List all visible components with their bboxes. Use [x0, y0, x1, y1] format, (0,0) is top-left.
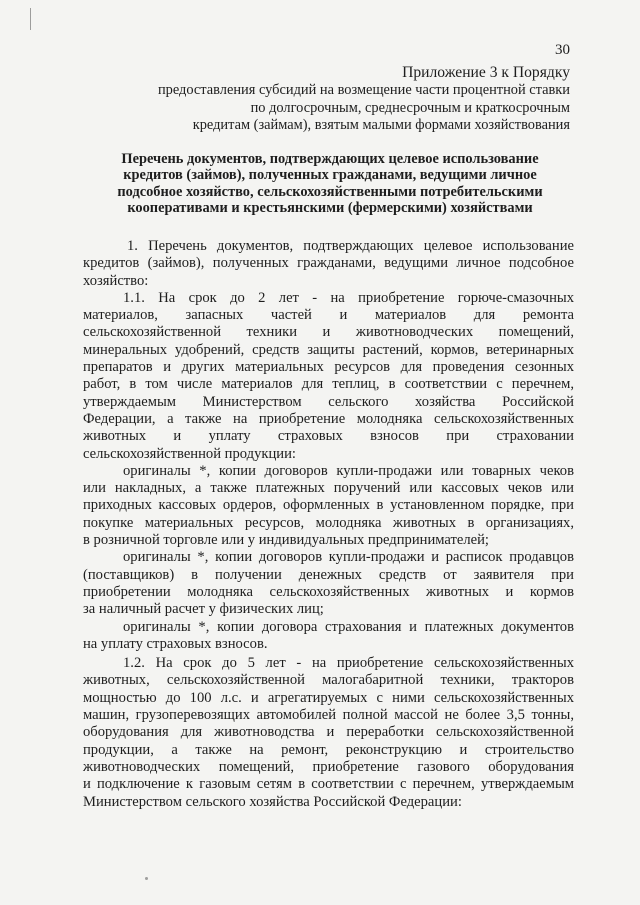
paragraph-line: минеральных удобрений, средств защиты растений, кормов, ветеринарных [83, 341, 574, 358]
paragraph-line: животных, сельскохозяйственной малогабаритной техники, тракторов [83, 672, 574, 689]
paragraph-line: кредитов (займов), полученных гражданами, ведущими личное подсобное [83, 255, 574, 272]
paragraph-line: оригиналы *, копии договоров купли-продажи и расписок продавцов [123, 549, 574, 566]
scan-artifact [145, 877, 148, 880]
paragraph-line: Федерации, а также на приобретение молодняка сельскохозяйственных [83, 410, 574, 427]
paragraph [83, 238, 574, 290]
annex-line: Приложение 3 к Порядку [402, 64, 570, 81]
title-line: Перечень документов, подтверждающих целевое использование [121, 151, 539, 167]
paragraph-line: оборудования для животноводства и переработки сельскохозяйственной [83, 724, 574, 741]
paragraph [83, 619, 574, 654]
paragraph-line: 1. Перечень документов, подтверждающих целевое использование [127, 238, 574, 254]
paragraph-line: животноводческих помещений, приобретение газового оборудования [83, 758, 574, 775]
paragraph-line: на уплату страховых взносов. [83, 635, 268, 652]
paragraph-line: материалов, запасных частей и материалов для ремонта [83, 307, 574, 324]
paragraph [83, 549, 574, 618]
paragraph-line: (поставщиков) в получении денежных средств от заявителя при [83, 566, 574, 583]
document-title [90, 151, 570, 217]
paragraph-line: оригиналы *, копии договоров купли-продажи или товарных чеков [123, 462, 574, 479]
paragraph-line: за наличный расчет у физических лиц; [83, 601, 324, 618]
paragraph-line: в розничной торговле или у индивидуальных предпринимателей; [83, 532, 489, 549]
annex-header [130, 64, 570, 135]
title-line: кооперативами и крестьянскими (фермерскими) хозяйствами [127, 200, 533, 217]
paragraph [83, 463, 574, 549]
paragraph-line: мощностью до 100 л.с. и агрегатируемых с ними сельскохозяйственных [83, 689, 574, 706]
page-number: 30 [555, 42, 570, 58]
paragraph-line: покупке материальных ресурсов, молодняка животных в организациях, [83, 514, 574, 531]
paragraph-line: и подключение к газовым сетям в соответствии с перечнем, утверждаемым [83, 776, 574, 793]
annex-line: кредитам (займам), взятым малыми формами хозяйствования [192, 117, 570, 134]
paragraph-line: приобретении молодняка сельскохозяйственных животных и кормов [83, 583, 574, 600]
paragraph-line: Министерством сельского хозяйства Российской Федерации: [83, 793, 462, 810]
paragraph-line: 1.2. На срок до 5 лет - на приобретение сельскохозяйственных [123, 655, 574, 672]
paragraph-line: препаратов и других материальных ресурсов для проведения сезонных [83, 359, 574, 376]
paragraph-line: продукции, а также на ремонт, реконструкцию и строительство [83, 741, 574, 758]
paragraph-line: машин, грузоперевозящих автомобилей полной массой не более 3,5 тонны, [83, 707, 574, 724]
paragraph-line: приходных кассовых ордеров, оформленных в установленном порядке, при [83, 497, 574, 514]
paragraph-line: 1.1. На срок до 2 лет - на приобретение горюче-смазочных [123, 289, 574, 306]
paragraph-line: сельскохозяйственной продукции: [83, 445, 296, 462]
annex-line: по долгосрочным, среднесрочным и краткосрочным [250, 99, 570, 116]
title-line: кредитов (займов), полученных гражданами, ведущими личное [123, 167, 537, 184]
paragraph-line: животных и уплату страховых взносов при страховании [83, 428, 574, 445]
scan-artifact [30, 8, 37, 30]
paragraph-line: или накладных, а также платежных поручений или кассовых чеков или [83, 480, 574, 497]
paragraph-line: хозяйство: [83, 272, 149, 289]
document-body [83, 238, 574, 811]
paragraph [83, 655, 574, 811]
paragraph-line: сельскохозяйственной техники и животноводческих помещений, [83, 324, 574, 341]
paragraph-line: утверждаемым Министерством сельского хозяйства Российской [83, 393, 574, 410]
paragraph-line: оригиналы *, копии договора страхования и платежных документов [123, 618, 574, 635]
paragraph-line: работ, в том числе материалов для теплиц, в соответствии с перечнем, [83, 376, 574, 393]
annex-line: предоставления субсидий на возмещение части процентной ставки [157, 82, 570, 99]
title-line: подсобное хозяйство, сельскохозяйственными потребительскими [117, 183, 543, 200]
paragraph [83, 290, 574, 463]
